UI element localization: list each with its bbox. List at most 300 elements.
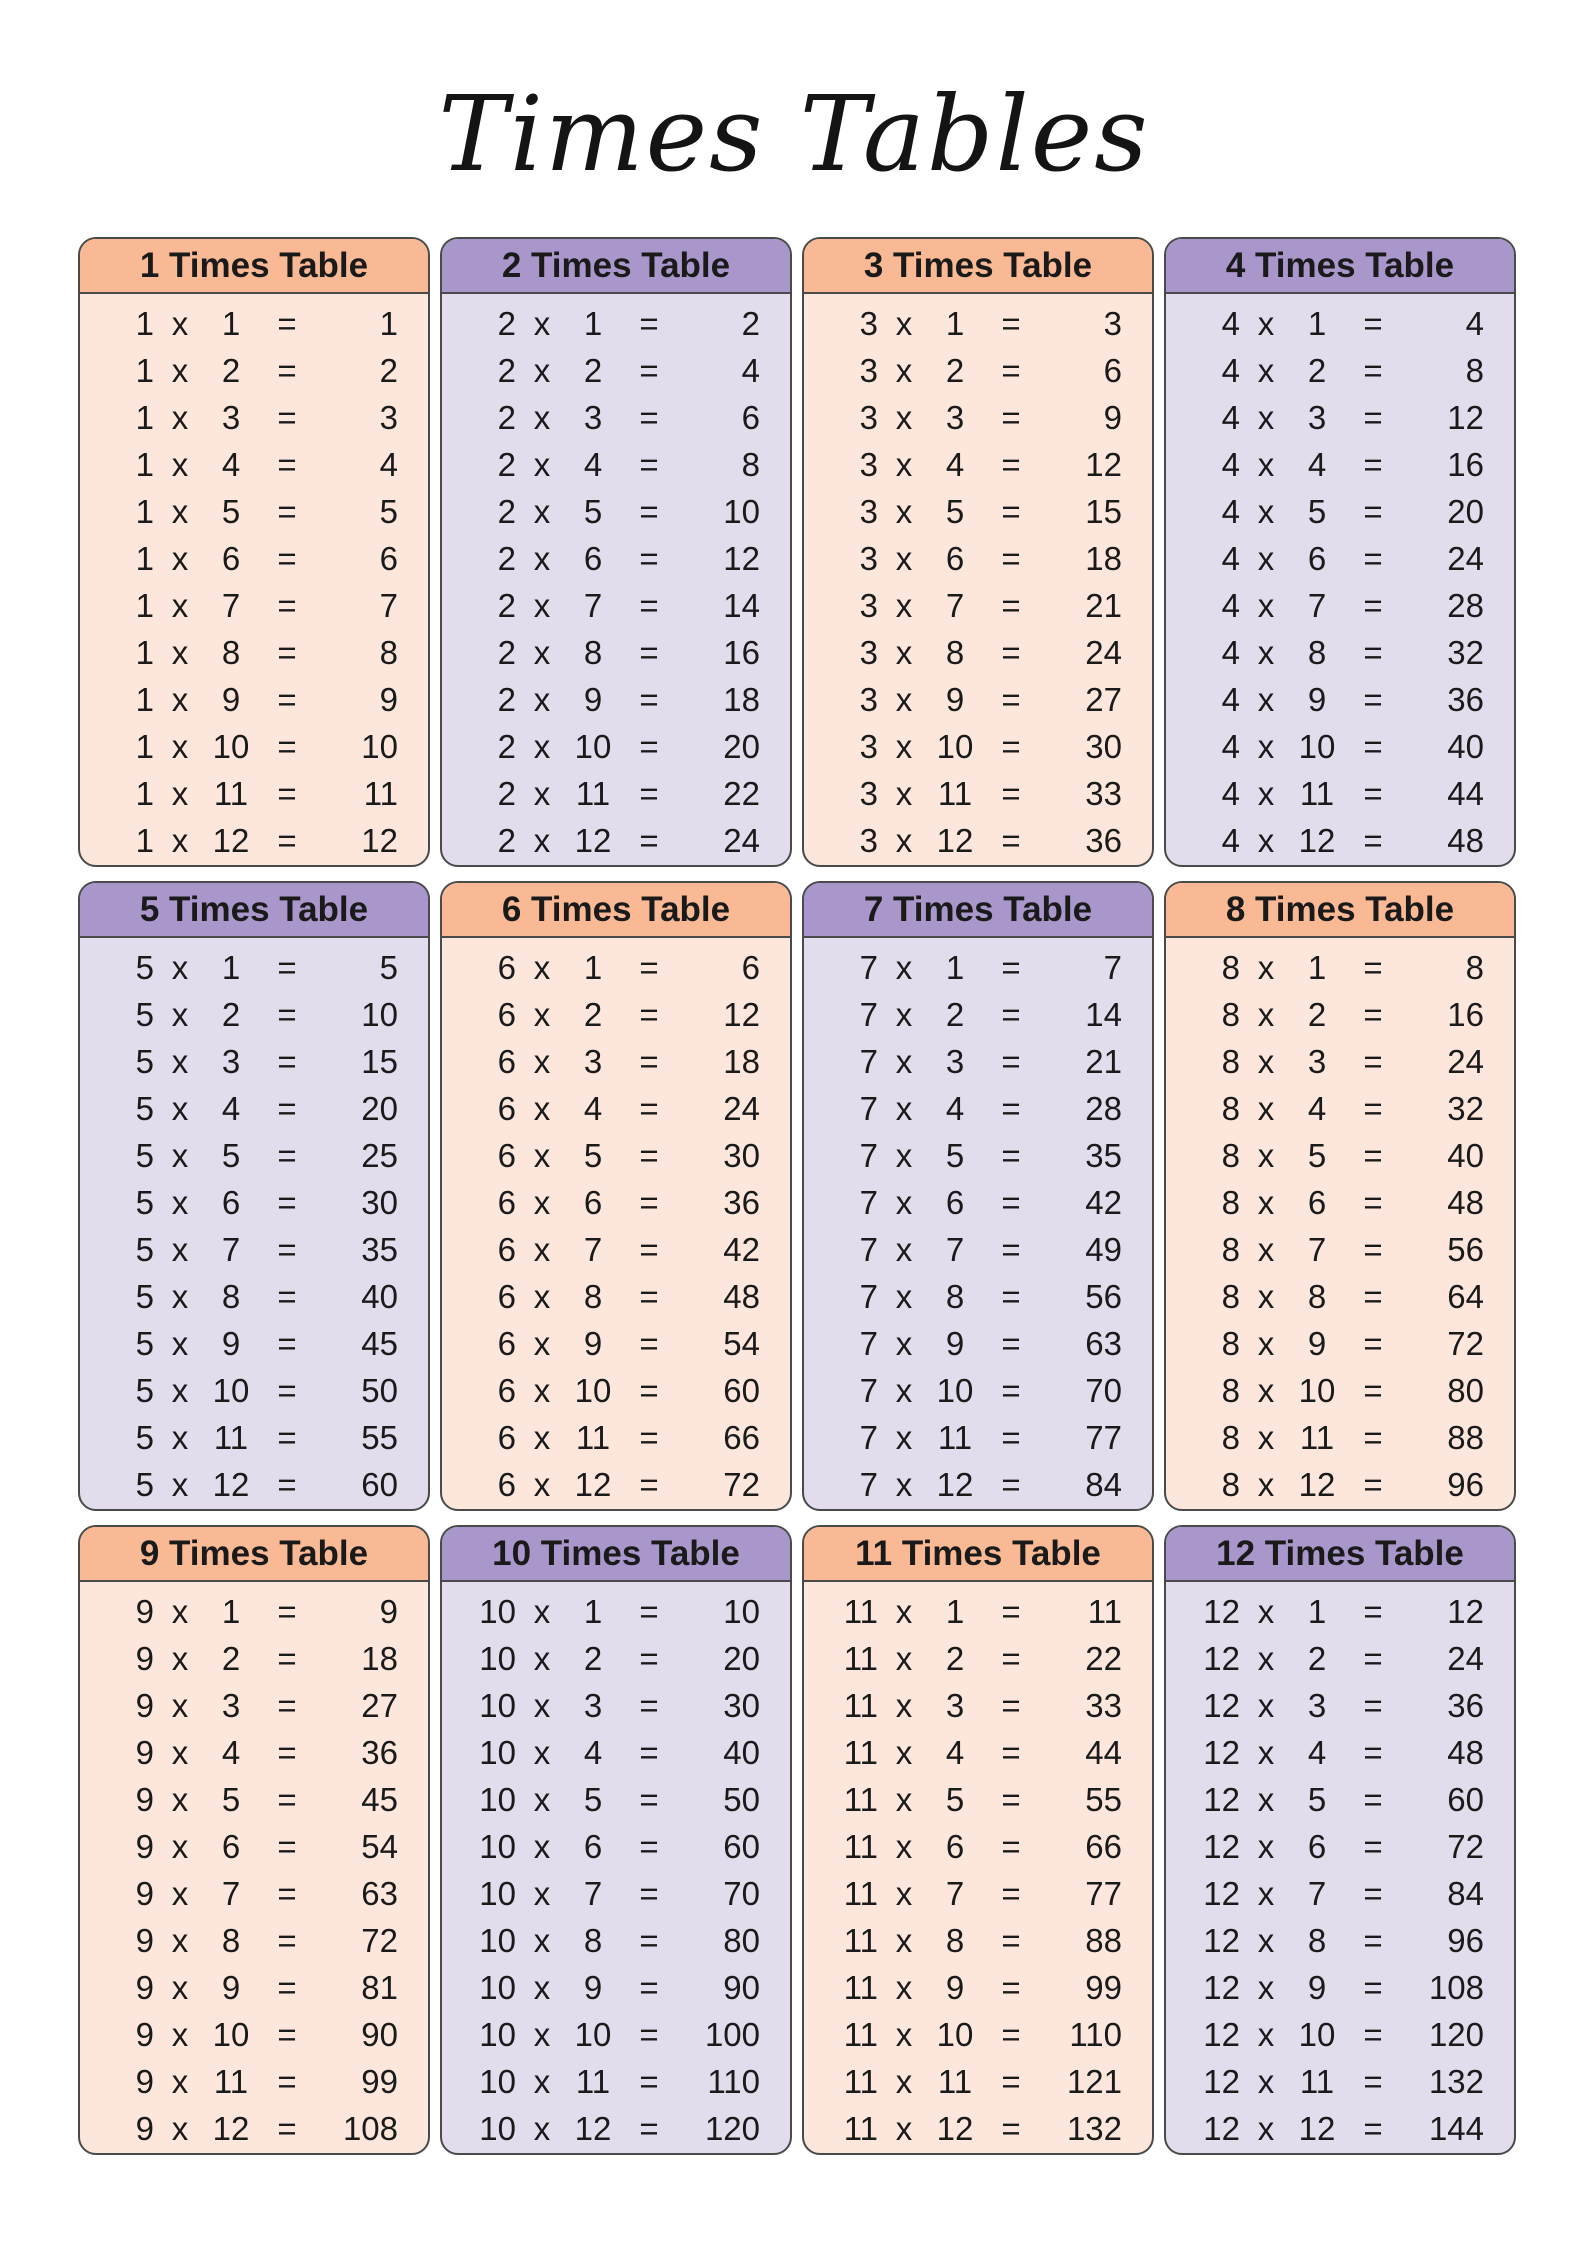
equals-sign: = xyxy=(1363,1184,1383,1221)
equals-sign: = xyxy=(277,1419,297,1456)
times-sign: x xyxy=(171,587,189,624)
equals-sign: = xyxy=(639,1734,659,1771)
multiplier: 12 xyxy=(212,1466,250,1503)
product: 66 xyxy=(1085,1828,1122,1865)
multiplier: 9 xyxy=(1307,1325,1327,1362)
product: 56 xyxy=(1447,1231,1484,1268)
equals-sign: = xyxy=(1001,1466,1021,1503)
equals-sign: = xyxy=(277,949,297,986)
times-sign: x xyxy=(171,1969,189,2006)
multiplier: 9 xyxy=(583,1325,603,1362)
product: 42 xyxy=(1085,1184,1122,1221)
product: 4 xyxy=(379,446,398,483)
product: 40 xyxy=(1447,1137,1484,1174)
multiplier: 9 xyxy=(221,1969,241,2006)
multiplier: 11 xyxy=(213,2063,249,2100)
multiplicand: 7 xyxy=(859,1419,878,1456)
table-row xyxy=(80,723,428,770)
times-sign: x xyxy=(1257,822,1275,859)
multiplier: 8 xyxy=(221,1922,241,1959)
multiplicand: 8 xyxy=(1221,1231,1240,1268)
times-sign: x xyxy=(171,446,189,483)
multiplicand: 10 xyxy=(479,2016,516,2053)
multiplicand: 4 xyxy=(1221,446,1240,483)
multiplicand: 11 xyxy=(843,2063,878,2100)
multiplicand: 7 xyxy=(859,1231,878,1268)
times-sign: x xyxy=(171,1372,189,1409)
multiplier: 2 xyxy=(1307,996,1327,1033)
table-row xyxy=(442,347,790,394)
multiplicand: 1 xyxy=(135,587,154,624)
multiplier: 2 xyxy=(221,1640,241,1677)
product: 4 xyxy=(1465,305,1484,342)
table-row xyxy=(442,2058,790,2105)
equals-sign: = xyxy=(1363,1419,1383,1456)
product: 72 xyxy=(1447,1828,1484,1865)
multiplier: 9 xyxy=(1307,1969,1327,2006)
product: 72 xyxy=(723,1466,760,1503)
equals-sign: = xyxy=(277,2063,297,2100)
multiplicand: 9 xyxy=(135,1781,154,1818)
times-sign: x xyxy=(533,1593,551,1630)
equals-sign: = xyxy=(639,2016,659,2053)
equals-sign: = xyxy=(277,1969,297,2006)
multiplier: 3 xyxy=(1307,399,1327,436)
product: 120 xyxy=(1428,2016,1484,2053)
multiplier: 1 xyxy=(945,949,965,986)
equals-sign: = xyxy=(1363,1593,1383,1630)
multiplier: 10 xyxy=(936,1372,974,1409)
table-row xyxy=(804,1729,1152,1776)
multiplier: 10 xyxy=(936,2016,974,2053)
multiplier: 2 xyxy=(221,352,241,389)
table-row xyxy=(80,1917,428,1964)
table-row xyxy=(442,394,790,441)
product: 64 xyxy=(1447,1278,1484,1315)
multiplicand: 7 xyxy=(859,1372,878,1409)
times-table-rows xyxy=(80,294,428,864)
multiplicand: 8 xyxy=(1221,1372,1240,1409)
multiplicand: 9 xyxy=(135,1922,154,1959)
table-row xyxy=(804,1367,1152,1414)
multiplier: 2 xyxy=(945,996,965,1033)
multiplier: 10 xyxy=(212,1372,250,1409)
multiplicand: 8 xyxy=(1221,1325,1240,1362)
table-row xyxy=(804,2058,1152,2105)
product: 99 xyxy=(361,2063,398,2100)
times-sign: x xyxy=(533,1687,551,1724)
times-sign: x xyxy=(1257,996,1275,1033)
table-row xyxy=(442,1635,790,1682)
product: 36 xyxy=(361,1734,398,1771)
multiplicand: 3 xyxy=(859,352,878,389)
times-sign: x xyxy=(171,1278,189,1315)
equals-sign: = xyxy=(1001,822,1021,859)
product: 35 xyxy=(1085,1137,1122,1174)
multiplicand: 4 xyxy=(1221,352,1240,389)
multiplicand: 1 xyxy=(135,493,154,530)
product: 20 xyxy=(361,1090,398,1127)
times-table-rows xyxy=(804,938,1152,1508)
table-row xyxy=(442,2105,790,2152)
multiplicand: 2 xyxy=(497,352,516,389)
times-sign: x xyxy=(895,1922,913,1959)
product: 40 xyxy=(1447,728,1484,765)
times-sign: x xyxy=(171,1828,189,1865)
table-row xyxy=(80,629,428,676)
multiplier: 8 xyxy=(1307,1278,1327,1315)
multiplier: 7 xyxy=(1307,1875,1327,1912)
product: 33 xyxy=(1085,775,1122,812)
product: 12 xyxy=(723,540,760,577)
multiplicand: 2 xyxy=(497,822,516,859)
multiplier: 10 xyxy=(1298,1372,1336,1409)
product: 14 xyxy=(1085,996,1122,1033)
times-sign: x xyxy=(171,540,189,577)
table-row xyxy=(1166,441,1514,488)
multiplier: 3 xyxy=(221,1043,241,1080)
table-row xyxy=(1166,300,1514,347)
equals-sign: = xyxy=(1001,1231,1021,1268)
product: 3 xyxy=(1103,305,1122,342)
times-sign: x xyxy=(533,1278,551,1315)
multiplicand: 1 xyxy=(135,446,154,483)
product: 12 xyxy=(723,996,760,1033)
times-table-title: 10 Times Table xyxy=(442,1527,790,1582)
multiplier: 7 xyxy=(583,1875,603,1912)
multiplier: 4 xyxy=(221,1734,241,1771)
product: 81 xyxy=(361,1969,398,2006)
table-row xyxy=(442,1085,790,1132)
times-sign: x xyxy=(171,1137,189,1174)
multiplier: 10 xyxy=(574,728,612,765)
multiplier: 10 xyxy=(574,1372,612,1409)
multiplier: 1 xyxy=(583,305,603,342)
equals-sign: = xyxy=(1363,949,1383,986)
table-row xyxy=(1166,1320,1514,1367)
times-sign: x xyxy=(1257,1278,1275,1315)
times-sign: x xyxy=(1257,1419,1275,1456)
multiplier: 5 xyxy=(221,493,241,530)
multiplicand: 8 xyxy=(1221,1466,1240,1503)
times-sign: x xyxy=(533,634,551,671)
multiplicand: 10 xyxy=(479,2110,516,2147)
times-sign: x xyxy=(895,352,913,389)
multiplicand: 9 xyxy=(135,1593,154,1630)
multiplier: 6 xyxy=(1307,540,1327,577)
multiplicand: 1 xyxy=(135,822,154,859)
times-sign: x xyxy=(895,1231,913,1268)
times-sign: x xyxy=(895,1325,913,1362)
equals-sign: = xyxy=(639,775,659,812)
equals-sign: = xyxy=(277,1593,297,1630)
multiplier: 4 xyxy=(583,1090,603,1127)
multiplicand: 7 xyxy=(859,1325,878,1362)
equals-sign: = xyxy=(1001,728,1021,765)
multiplier: 7 xyxy=(221,587,241,624)
times-table-card-10 xyxy=(440,1525,792,2155)
multiplicand: 2 xyxy=(497,775,516,812)
multiplier: 10 xyxy=(936,728,974,765)
multiplier: 6 xyxy=(221,540,241,577)
multiplier: 6 xyxy=(1307,1184,1327,1221)
table-row xyxy=(1166,1085,1514,1132)
multiplicand: 2 xyxy=(497,681,516,718)
product: 60 xyxy=(361,1466,398,1503)
times-sign: x xyxy=(171,493,189,530)
equals-sign: = xyxy=(277,493,297,530)
product: 18 xyxy=(723,1043,760,1080)
multiplicand: 3 xyxy=(859,587,878,624)
times-sign: x xyxy=(1257,1372,1275,1409)
times-sign: x xyxy=(1257,1593,1275,1630)
table-row xyxy=(80,1870,428,1917)
multiplicand: 4 xyxy=(1221,634,1240,671)
table-row xyxy=(804,676,1152,723)
times-sign: x xyxy=(1257,634,1275,671)
times-table-card-12 xyxy=(1164,1525,1516,2155)
product: 27 xyxy=(1085,681,1122,718)
table-row xyxy=(80,1776,428,1823)
multiplier: 1 xyxy=(1307,305,1327,342)
equals-sign: = xyxy=(639,1419,659,1456)
table-row xyxy=(80,1729,428,1776)
equals-sign: = xyxy=(277,1922,297,1959)
multiplicand: 9 xyxy=(135,1734,154,1771)
multiplicand: 5 xyxy=(135,1466,154,1503)
table-row xyxy=(804,1776,1152,1823)
times-sign: x xyxy=(1257,2110,1275,2147)
table-row xyxy=(442,723,790,770)
multiplicand: 12 xyxy=(1203,1828,1240,1865)
product: 11 xyxy=(363,775,398,812)
table-row xyxy=(1166,1635,1514,1682)
table-row xyxy=(80,1682,428,1729)
times-sign: x xyxy=(533,399,551,436)
multiplicand: 2 xyxy=(497,399,516,436)
product: 21 xyxy=(1085,587,1122,624)
multiplier: 6 xyxy=(945,540,965,577)
times-table-rows xyxy=(1166,938,1514,1508)
times-sign: x xyxy=(895,1419,913,1456)
equals-sign: = xyxy=(277,1466,297,1503)
equals-sign: = xyxy=(1001,2110,1021,2147)
multiplicand: 7 xyxy=(859,1466,878,1503)
times-sign: x xyxy=(895,1278,913,1315)
product: 18 xyxy=(723,681,760,718)
multiplier: 12 xyxy=(936,2110,974,2147)
product: 60 xyxy=(723,1372,760,1409)
product: 10 xyxy=(723,493,760,530)
product: 5 xyxy=(379,493,398,530)
table-row xyxy=(804,2105,1152,2152)
multiplicand: 6 xyxy=(497,949,516,986)
multiplier: 8 xyxy=(1307,1922,1327,1959)
times-sign: x xyxy=(895,1090,913,1127)
multiplier: 1 xyxy=(583,1593,603,1630)
equals-sign: = xyxy=(277,822,297,859)
page-title: Times Tables xyxy=(438,73,1150,195)
times-sign: x xyxy=(1257,1466,1275,1503)
multiplicand: 2 xyxy=(497,728,516,765)
times-sign: x xyxy=(1257,1969,1275,2006)
multiplicand: 9 xyxy=(135,2063,154,2100)
product: 5 xyxy=(379,949,398,986)
product: 42 xyxy=(723,1231,760,1268)
times-sign: x xyxy=(895,1184,913,1221)
table-row xyxy=(804,1320,1152,1367)
multiplicand: 1 xyxy=(135,681,154,718)
multiplicand: 5 xyxy=(135,1184,154,1221)
equals-sign: = xyxy=(1363,681,1383,718)
multiplicand: 8 xyxy=(1221,1137,1240,1174)
times-table-card-7 xyxy=(802,881,1154,1511)
multiplier: 11 xyxy=(575,1419,611,1456)
product: 60 xyxy=(723,1828,760,1865)
times-sign: x xyxy=(533,1734,551,1771)
multiplier: 3 xyxy=(583,1043,603,1080)
times-sign: x xyxy=(171,1922,189,1959)
multiplier: 12 xyxy=(1298,822,1336,859)
product: 40 xyxy=(361,1278,398,1315)
equals-sign: = xyxy=(1001,399,1021,436)
equals-sign: = xyxy=(1001,1781,1021,1818)
product: 63 xyxy=(1085,1325,1122,1362)
multiplier: 11 xyxy=(213,775,249,812)
product: 20 xyxy=(1447,493,1484,530)
table-row xyxy=(442,1414,790,1461)
table-row xyxy=(1166,723,1514,770)
times-sign: x xyxy=(1257,1734,1275,1771)
multiplier: 11 xyxy=(937,775,973,812)
multiplier: 9 xyxy=(221,681,241,718)
multiplier: 2 xyxy=(583,1640,603,1677)
multiplier: 9 xyxy=(583,1969,603,2006)
table-row xyxy=(442,300,790,347)
equals-sign: = xyxy=(277,352,297,389)
product: 28 xyxy=(1085,1090,1122,1127)
times-sign: x xyxy=(533,1043,551,1080)
multiplicand: 8 xyxy=(1221,1043,1240,1080)
equals-sign: = xyxy=(277,1372,297,1409)
table-row xyxy=(442,1682,790,1729)
equals-sign: = xyxy=(1001,949,1021,986)
multiplier: 12 xyxy=(1298,1466,1336,1503)
equals-sign: = xyxy=(639,822,659,859)
multiplicand: 12 xyxy=(1203,1734,1240,1771)
table-row xyxy=(80,582,428,629)
equals-sign: = xyxy=(639,1090,659,1127)
times-sign: x xyxy=(171,399,189,436)
equals-sign: = xyxy=(639,1466,659,1503)
times-sign: x xyxy=(533,1781,551,1818)
product: 55 xyxy=(361,1419,398,1456)
table-row xyxy=(80,2011,428,2058)
table-row xyxy=(442,1367,790,1414)
multiplicand: 6 xyxy=(497,1184,516,1221)
multiplicand: 11 xyxy=(843,1640,878,1677)
table-row xyxy=(442,1461,790,1508)
table-row xyxy=(804,770,1152,817)
table-row xyxy=(1166,1729,1514,1776)
multiplier: 7 xyxy=(221,1231,241,1268)
multiplier: 4 xyxy=(221,446,241,483)
product: 80 xyxy=(1447,1372,1484,1409)
equals-sign: = xyxy=(1363,1466,1383,1503)
equals-sign: = xyxy=(1001,1875,1021,1912)
multiplicand: 7 xyxy=(859,1043,878,1080)
times-table-title: 1 Times Table xyxy=(80,239,428,294)
multiplicand: 4 xyxy=(1221,399,1240,436)
times-sign: x xyxy=(895,1640,913,1677)
equals-sign: = xyxy=(639,681,659,718)
multiplicand: 10 xyxy=(479,1969,516,2006)
product: 55 xyxy=(1085,1781,1122,1818)
equals-sign: = xyxy=(639,1687,659,1724)
multiplier: 10 xyxy=(1298,2016,1336,2053)
times-sign: x xyxy=(171,2110,189,2147)
multiplicand: 7 xyxy=(859,949,878,986)
times-sign: x xyxy=(1257,1922,1275,1959)
multiplicand: 2 xyxy=(497,446,516,483)
multiplier: 8 xyxy=(221,634,241,671)
table-row xyxy=(442,488,790,535)
multiplier: 6 xyxy=(221,1828,241,1865)
table-row xyxy=(1166,1226,1514,1273)
times-table-title: 6 Times Table xyxy=(442,883,790,938)
times-sign: x xyxy=(171,681,189,718)
equals-sign: = xyxy=(1363,446,1383,483)
times-sign: x xyxy=(895,775,913,812)
multiplier: 3 xyxy=(583,399,603,436)
product: 72 xyxy=(1447,1325,1484,1362)
multiplier: 10 xyxy=(1298,728,1336,765)
times-table-card-8 xyxy=(1164,881,1516,1511)
multiplier: 5 xyxy=(221,1781,241,1818)
multiplicand: 1 xyxy=(135,352,154,389)
times-sign: x xyxy=(533,1231,551,1268)
multiplicand: 11 xyxy=(843,1734,878,1771)
multiplicand: 4 xyxy=(1221,681,1240,718)
multiplicand: 7 xyxy=(859,1184,878,1221)
multiplicand: 1 xyxy=(135,305,154,342)
table-row xyxy=(804,488,1152,535)
multiplicand: 11 xyxy=(843,1781,878,1818)
table-row xyxy=(1166,944,1514,991)
table-row xyxy=(804,535,1152,582)
equals-sign: = xyxy=(1001,1922,1021,1959)
equals-sign: = xyxy=(639,1640,659,1677)
multiplicand: 9 xyxy=(135,1969,154,2006)
product: 144 xyxy=(1428,2110,1484,2147)
table-row xyxy=(804,991,1152,1038)
multiplicand: 3 xyxy=(859,634,878,671)
times-sign: x xyxy=(533,1137,551,1174)
multiplicand: 3 xyxy=(859,493,878,530)
product: 6 xyxy=(741,399,760,436)
product: 22 xyxy=(1085,1640,1122,1677)
equals-sign: = xyxy=(1363,775,1383,812)
equals-sign: = xyxy=(639,996,659,1033)
product: 15 xyxy=(361,1043,398,1080)
table-row xyxy=(80,1132,428,1179)
table-row xyxy=(80,1461,428,1508)
times-sign: x xyxy=(171,1184,189,1221)
multiplier: 8 xyxy=(583,1278,603,1315)
multiplicand: 11 xyxy=(843,1828,878,1865)
equals-sign: = xyxy=(1363,1781,1383,1818)
product: 108 xyxy=(1428,1969,1484,2006)
